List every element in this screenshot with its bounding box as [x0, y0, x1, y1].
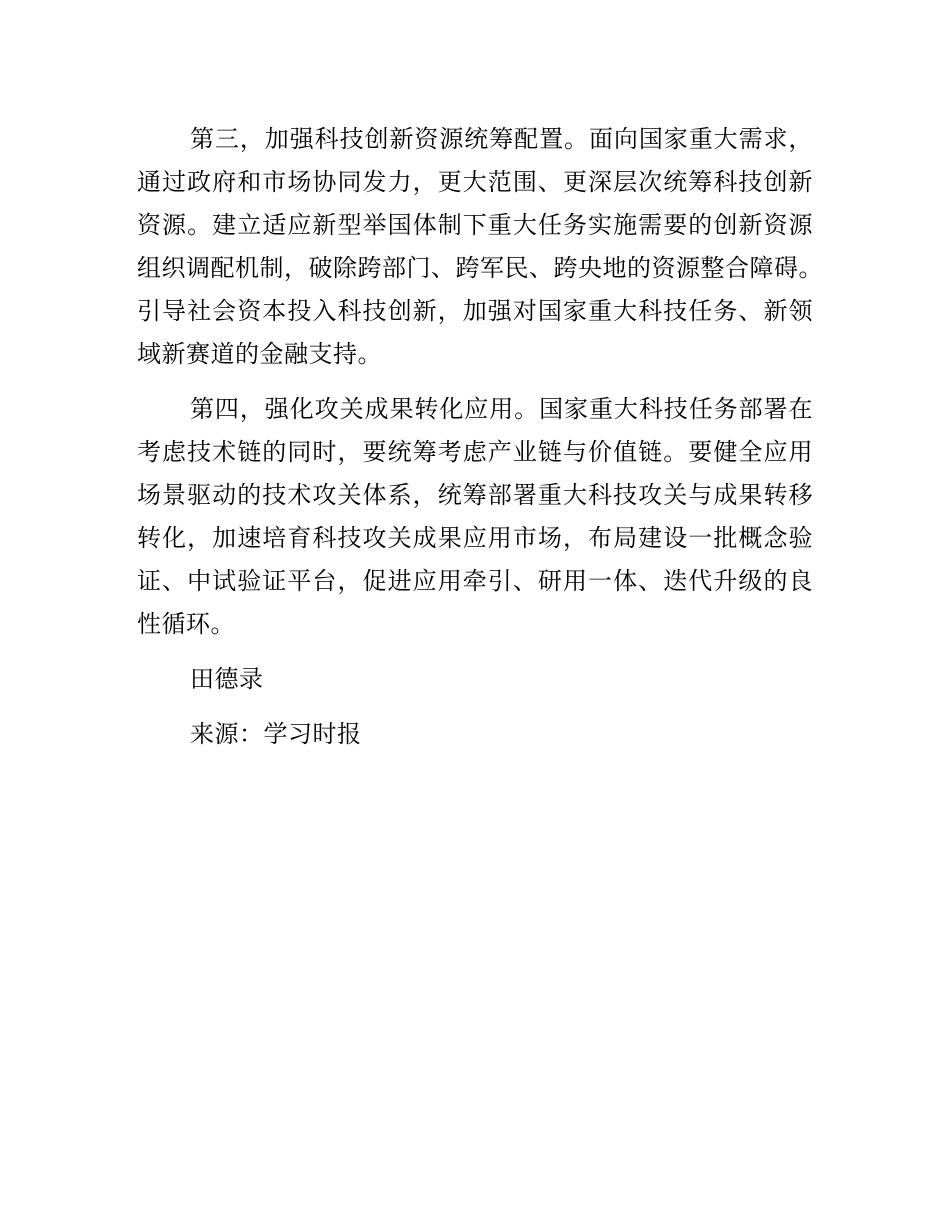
text-line: 第四，强化攻关成果转化应用。国家重大科技任务部署在 [190, 396, 813, 423]
text-line: 性循环。 [137, 611, 235, 638]
paragraph-source [137, 713, 813, 756]
text-line: 引导社会资本投入科技创新，加强对国家重大科技任务、新领 [137, 298, 813, 325]
document-body [137, 118, 823, 756]
document-page [137, 118, 823, 768]
text-line: 场景驱动的技术攻关体系，统筹部署重大科技攻关与成果转移 [137, 482, 813, 509]
paragraph-body [137, 388, 813, 646]
text-line: 证、中试验证平台，促进应用牵引、研用一体、迭代升级的良 [137, 568, 813, 595]
text-line: 来源：学习时报 [190, 721, 362, 748]
text-line: 第三，加强科技创新资源统筹配置。面向国家重大需求， [190, 126, 813, 153]
text-line: 考虑技术链的同时，要统筹考虑产业链与价值链。要健全应用 [137, 439, 813, 466]
text-line: 通过政府和市场协同发力，更大范围、更深层次统筹科技创新 [137, 169, 813, 196]
text-line: 域新赛道的金融支持。 [137, 341, 382, 368]
paragraph-author [137, 658, 813, 701]
text-line: 组织调配机制，破除跨部门、跨军民、跨央地的资源整合障碍。 [137, 255, 823, 282]
text-line: 田德录 [190, 666, 264, 693]
text-line: 转化，加速培育科技攻关成果应用市场，布局建设一批概念验 [137, 525, 813, 552]
paragraph-body [137, 118, 823, 376]
text-line: 资源。建立适应新型举国体制下重大任务实施需要的创新资源 [137, 212, 813, 239]
